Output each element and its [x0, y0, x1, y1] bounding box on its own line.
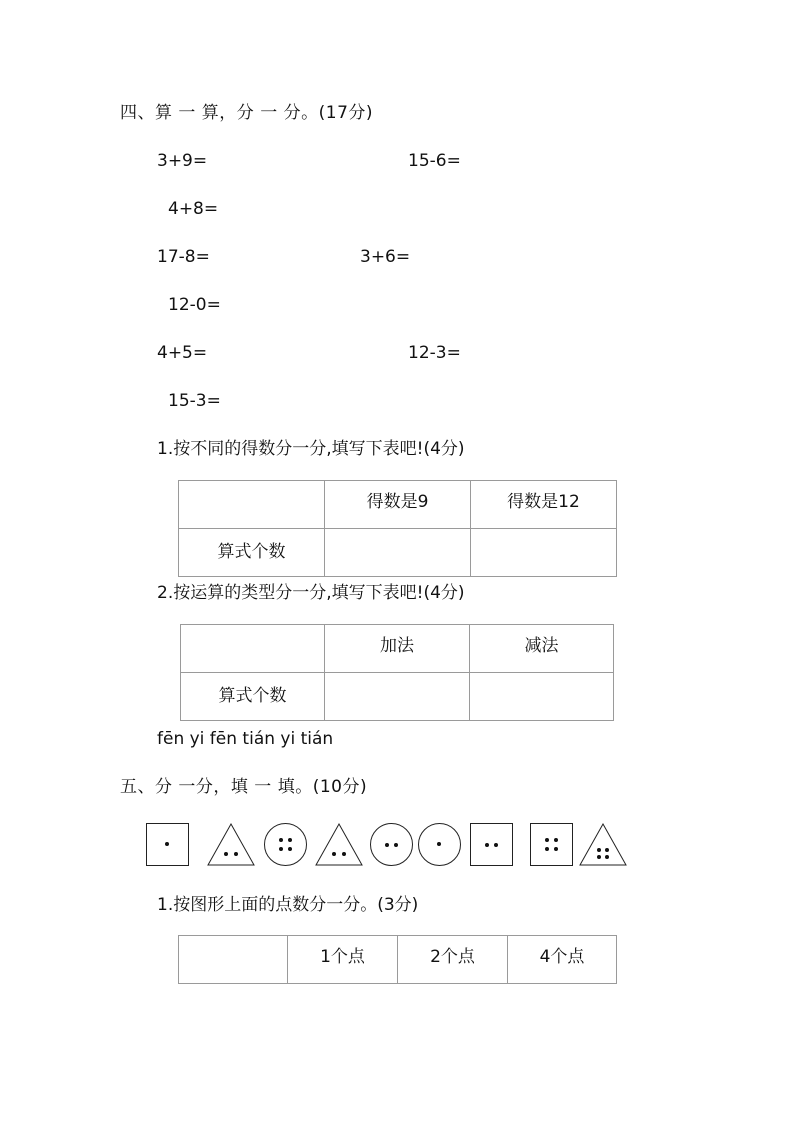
square-4-dots [530, 823, 573, 866]
pinyin-line: fēn yi fēn tián yi tián [157, 729, 334, 749]
header-4-dots: 4个点 [508, 936, 617, 984]
problem-15-minus-3: 15-3= [168, 391, 221, 411]
circle-2-dots [370, 823, 413, 866]
problem-12-minus-0: 12-0= [168, 295, 221, 315]
problem-3-plus-6: 3+6= [360, 247, 411, 267]
triangle-4-dots [579, 823, 627, 866]
problem-4-plus-8: 4+8= [168, 199, 219, 219]
problem-4-plus-5: 4+5= [157, 343, 208, 363]
square-1-dot [146, 823, 189, 866]
answer-cell-subtraction[interactable] [470, 673, 614, 721]
section-5-title: 五、分 一分，填 一 填。(10分) [120, 777, 368, 797]
header-result-9: 得数是9 [325, 481, 471, 529]
answer-cell-addition[interactable] [325, 673, 470, 721]
header-2-dots: 2个点 [398, 936, 508, 984]
table-corner-cell [179, 481, 325, 529]
header-addition: 加法 [325, 625, 470, 673]
row-label-count: 算式个数 [179, 529, 325, 577]
triangle-2-dots [315, 823, 363, 866]
circle-1-dot [418, 823, 461, 866]
answer-cell-result-9[interactable] [325, 529, 471, 577]
problem-15-minus-6: 15-6= [408, 151, 461, 171]
section-4-title: 四、算 一 算，分 一 分。(17分) [120, 103, 374, 123]
table-corner-cell [179, 936, 288, 984]
question-2-text: 2.按运算的类型分一分,填写下表吧!(4分) [157, 583, 465, 603]
square-2-dots [470, 823, 513, 866]
question-5-1-text: 1.按图形上面的点数分一分。(3分) [157, 895, 419, 915]
answer-cell-result-12[interactable] [471, 529, 617, 577]
header-subtraction: 减法 [470, 625, 614, 673]
question-1-text: 1.按不同的得数分一分,填写下表吧!(4分) [157, 439, 465, 459]
problem-17-minus-8: 17-8= [157, 247, 210, 267]
problem-3-plus-9: 3+9= [157, 151, 208, 171]
dot-count-table [178, 935, 617, 984]
operation-table [180, 624, 614, 721]
header-result-12: 得数是12 [471, 481, 617, 529]
row-label-count: 算式个数 [181, 673, 325, 721]
problem-12-minus-3: 12-3= [408, 343, 461, 363]
header-1-dot: 1个点 [288, 936, 398, 984]
table-corner-cell [181, 625, 325, 673]
circle-4-dots [264, 823, 307, 866]
result-table [178, 480, 617, 577]
triangle-2-dots [207, 823, 255, 866]
